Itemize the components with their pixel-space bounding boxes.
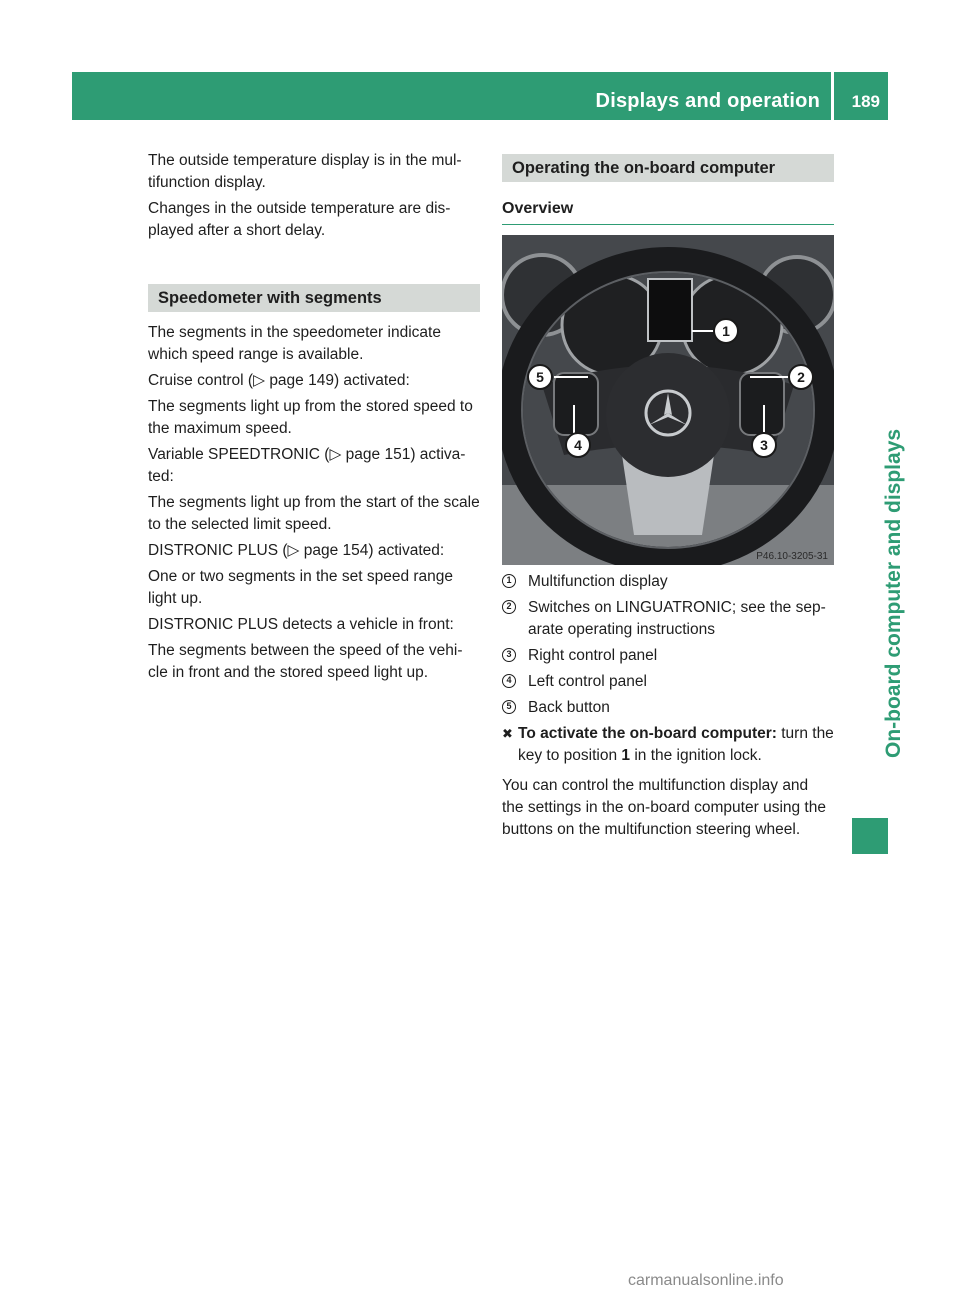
watermark: carmanualsonline.info xyxy=(628,1272,784,1289)
body-paragraph: The segments light up from the stored speed to the maximum speed. xyxy=(148,398,473,437)
legend-text: Right control panel xyxy=(528,647,658,664)
subheading-overview: Overview xyxy=(502,192,834,225)
body-paragraph: DISTRONIC PLUS detects a vehicle in front: xyxy=(148,616,454,633)
instruction-step xyxy=(502,723,834,767)
steering-wheel-illustration xyxy=(502,235,834,565)
legend-number: 2 xyxy=(502,600,516,614)
side-tab xyxy=(852,130,905,810)
svg-text:5: 5 xyxy=(536,369,544,385)
legend-text: Back button xyxy=(528,699,610,716)
steering-wheel-photo xyxy=(502,235,834,565)
left-column xyxy=(148,150,480,688)
body-paragraph: DISTRONIC PLUS (▷ page 154) activated: xyxy=(148,542,445,559)
instruction-text: turn the key to position xyxy=(518,725,834,764)
svg-text:3: 3 xyxy=(760,437,768,453)
svg-text:4: 4 xyxy=(574,437,582,453)
legend-item xyxy=(502,645,834,667)
instruction-position: 1 xyxy=(621,747,631,764)
side-tab-label: On-board computer and displays xyxy=(882,428,905,758)
legend-number: 4 xyxy=(502,674,516,688)
legend-item xyxy=(502,571,834,593)
callout-1 xyxy=(714,319,738,343)
closing-paragraph: You can control the multifunction display and the settings in the on-board computer using the buttons on the multifunction steering wheel. xyxy=(502,777,826,838)
legend-number: 5 xyxy=(502,700,516,714)
body-paragraph: Cruise control (▷ page 149) activated: xyxy=(148,372,410,389)
body-paragraph: The segments between the speed of the vehi-cle in front and the stored speed light up. xyxy=(148,642,463,681)
legend-item xyxy=(502,697,834,719)
body-paragraph: The segments light up from the start of the scale to the selected limit speed. xyxy=(148,494,480,533)
legend-text: Switches on LINGUATRONIC; see the sep-arate operating instructions xyxy=(528,599,826,638)
figure-code: P46.10-3205-31 xyxy=(756,551,828,562)
legend-text: Multifunction display xyxy=(528,573,668,590)
side-tab-marker xyxy=(852,818,888,854)
body-paragraph: Variable SPEEDTRONIC (▷ page 151) activa-ted: xyxy=(148,446,466,485)
right-column xyxy=(502,150,834,845)
section-heading-onboard: Operating the on-board computer xyxy=(502,154,834,182)
svg-text:2: 2 xyxy=(797,369,805,385)
legend-number: 1 xyxy=(502,574,516,588)
page-header xyxy=(72,72,888,120)
page-number: 189 xyxy=(851,92,880,111)
section-heading-speedometer: Speedometer with segments xyxy=(148,284,480,312)
body-paragraph: The segments in the speedometer indicate which speed range is available. xyxy=(148,324,441,363)
body-paragraph: One or two segments in the set speed range light up. xyxy=(148,568,454,607)
step-arrow-icon: ✖ xyxy=(502,726,513,741)
legend-item xyxy=(502,671,834,693)
legend-text: Left control panel xyxy=(528,673,647,690)
header-divider xyxy=(831,72,834,120)
header-title: Displays and operation xyxy=(595,90,820,112)
intro-paragraph: Changes in the outside temperature are dis-played after a short delay. xyxy=(148,200,451,239)
instruction-label: To activate the on-board computer: xyxy=(518,725,777,742)
svg-text:1: 1 xyxy=(722,323,730,339)
callout-5 xyxy=(528,365,552,389)
callout-4 xyxy=(566,433,590,457)
callout-2 xyxy=(789,365,813,389)
instruction-text-end: in the ignition lock. xyxy=(630,747,762,764)
intro-paragraph: The outside temperature display is in the mul-tifunction display. xyxy=(148,152,462,191)
callout-3 xyxy=(752,433,776,457)
legend-number: 3 xyxy=(502,648,516,662)
legend-item xyxy=(502,597,834,641)
